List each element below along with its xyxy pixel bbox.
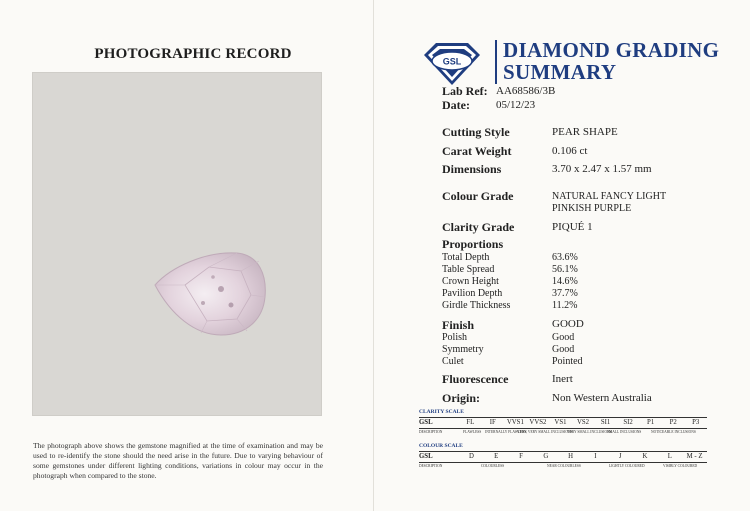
clarity-desc: VERY, VERY SMALL INCLUSIONS <box>517 430 573 434</box>
clarity-grade: VS1 <box>554 419 567 426</box>
symmetry-label: Symmetry <box>442 344 484 355</box>
polish-value: Good <box>552 332 575 343</box>
colour-grade: I <box>594 453 597 460</box>
colour-grade: D <box>468 453 474 460</box>
colour-desc-head: DESCRIPTION <box>419 464 443 468</box>
clarity-grade-row <box>419 419 707 426</box>
dimensions-value: 3.70 x 2.47 x 1.57 mm <box>552 163 652 175</box>
colour-grade-value-2: PINKISH PURPLE <box>552 203 632 214</box>
colour-grade: M - Z <box>686 453 703 460</box>
pavilion-depth-value: 37.7% <box>552 288 578 299</box>
finish-value: GOOD <box>552 318 584 330</box>
clarity-scale-title: CLARITY SCALE <box>419 409 464 415</box>
lab-ref-value: AA68586/3B <box>496 85 556 97</box>
fluorescence-label: Fluorescence <box>442 372 509 386</box>
clarity-grade: P1 <box>647 419 655 426</box>
clarity-grade-value: PIQUÉ 1 <box>552 221 593 233</box>
finish-label: Finish <box>442 318 475 332</box>
colour-scale-head: GSL <box>419 453 433 460</box>
colour-desc: NEAR COLOURLESS <box>547 464 581 468</box>
logo-text: GSL <box>442 56 462 67</box>
photographic-record-title: PHOTOGRAPHIC RECORD <box>94 46 292 62</box>
gsl-logo-icon <box>416 39 488 89</box>
clarity-desc-head: DESCRIPTION <box>419 430 443 434</box>
symmetry-value: Good <box>552 344 575 355</box>
fluorescence-value: Inert <box>552 373 573 385</box>
proportions-label: Proportions <box>442 237 504 251</box>
clarity-desc: NOTICEABLE INCLUSIONS <box>651 430 696 434</box>
colour-desc: VISIBLY COLOURED <box>663 464 698 468</box>
colour-grade: K <box>642 453 648 460</box>
clarity-desc: FLAWLESS <box>463 430 482 434</box>
clarity-grade: FL <box>466 419 475 426</box>
lab-ref-label: Lab Ref: <box>442 84 488 98</box>
table-spread-label: Table Spread <box>442 264 495 275</box>
colour-grade: F <box>519 453 523 460</box>
clarity-grade: SI1 <box>600 419 611 426</box>
colour-grade-value-1: NATURAL FANCY LIGHT <box>552 191 667 202</box>
clarity-scale-rule <box>419 428 707 429</box>
colour-scale-title: COLOUR SCALE <box>419 443 463 449</box>
header-rule <box>495 40 497 84</box>
colour-scale-rule <box>419 462 707 463</box>
title-line-2: SUMMARY <box>503 60 617 84</box>
clarity-grade: VS2 <box>576 419 590 426</box>
colour-grade: J <box>618 453 622 460</box>
crown-height-label: Crown Height <box>442 276 499 287</box>
photo-caption: The photograph above shows the gemstone magnified at the time of examination and may be used to re-identify the stone should the need arise in the future. Due to varying behaviour of some gemstones under different lighting conditions, variations in colour may occur in the photograph when compared to the stone. <box>33 441 323 480</box>
carat-weight-value: 0.106 ct <box>552 145 588 157</box>
pear-gem-image <box>151 245 269 341</box>
clarity-grade: P2 <box>669 419 677 426</box>
girdle-thickness-label: Girdle Thickness <box>442 300 511 311</box>
origin-label: Origin: <box>442 391 480 405</box>
clarity-grade: SI2 <box>623 419 633 426</box>
date-value: 05/12/23 <box>496 99 536 111</box>
clarity-scale <box>419 417 707 436</box>
fold-divider <box>373 0 374 511</box>
cutting-style-value: PEAR SHAPE <box>552 126 618 138</box>
clarity-grade: VVS2 <box>529 419 547 426</box>
colour-grade: E <box>494 453 499 460</box>
polish-label: Polish <box>442 332 468 343</box>
culet-label: Culet <box>442 356 464 367</box>
colour-desc: LIGHTLY COLOURED <box>609 464 645 468</box>
pavilion-depth-label: Pavilion Depth <box>442 288 503 299</box>
date-label: Date: <box>442 98 470 112</box>
colour-grade: L <box>667 453 672 460</box>
colour-grade: G <box>543 453 549 460</box>
origin-value: Non Western Australia <box>552 392 652 404</box>
dimensions-label: Dimensions <box>442 162 502 176</box>
clarity-grade: VVS1 <box>506 419 524 426</box>
colour-desc: COLOURLESS <box>481 464 505 468</box>
clarity-scale-head: GSL <box>419 419 433 426</box>
table-spread-value: 56.1% <box>552 264 578 275</box>
total-depth-value: 63.6% <box>552 252 578 263</box>
culet-value: Pointed <box>552 356 583 367</box>
clarity-grade: P3 <box>692 419 700 426</box>
colour-grade: H <box>568 453 574 460</box>
gemstone-photo <box>32 72 322 416</box>
cutting-style-label: Cutting Style <box>442 125 510 139</box>
clarity-desc: INTERNALLY FLAWLESS <box>485 430 527 434</box>
title-line-1: DIAMOND GRADING <box>503 38 720 62</box>
colour-grade-row <box>419 453 707 460</box>
clarity-desc: SMALL INCLUSIONS <box>607 430 642 434</box>
carat-weight-label: Carat Weight <box>442 144 512 158</box>
crown-height-value: 14.6% <box>552 276 578 287</box>
colour-grade-label: Colour Grade <box>442 189 514 203</box>
colour-scale <box>419 451 707 470</box>
clarity-grade-label: Clarity Grade <box>442 220 515 234</box>
total-depth-label: Total Depth <box>442 252 490 263</box>
clarity-desc: VERY SMALL INCLUSIONS <box>567 430 612 434</box>
clarity-grade: IF <box>489 419 496 426</box>
girdle-thickness-value: 11.2% <box>552 300 578 311</box>
